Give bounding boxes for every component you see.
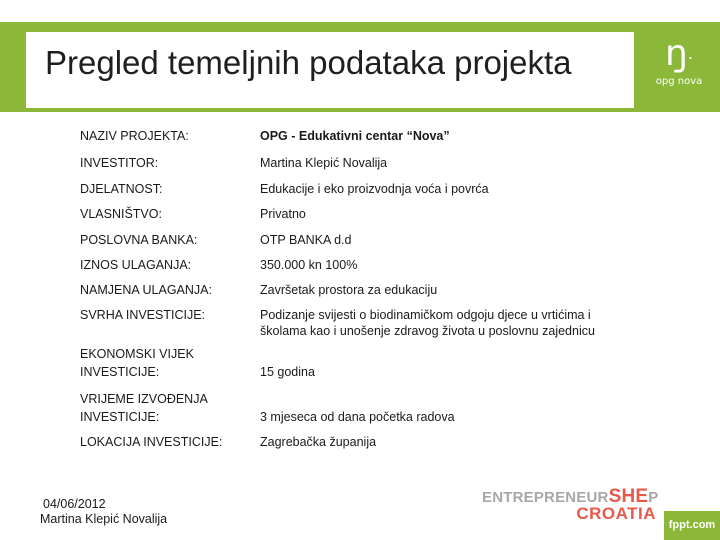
value-svrha-line1: Podizanje svijesti o biodinamičkom odgoju djece u vrtićima i bbox=[260, 308, 591, 322]
label-vlasnistvo: VLASNIŠTVO: bbox=[80, 207, 162, 221]
label-investitor: INVESTITOR: bbox=[80, 156, 159, 170]
value-investitor: Martina Klepić Novalija bbox=[260, 156, 388, 170]
logo-mark-icon: ŋ. bbox=[665, 33, 693, 74]
entrepreneurship-croatia-logo bbox=[482, 486, 660, 532]
label-svrha: SVRHA INVESTICIJE: bbox=[80, 308, 206, 322]
value-naziv: OPG - Edukativni centar “Nova” bbox=[260, 129, 450, 143]
opg-nova-logo bbox=[646, 32, 712, 104]
label-banka: POSLOVNA BANKA: bbox=[80, 233, 198, 247]
footer-date: 04/06/2012 bbox=[43, 497, 106, 511]
value-lokacija: Zagrebačka županija bbox=[260, 435, 377, 449]
footer bbox=[40, 497, 167, 527]
brand-line2: CROATIA bbox=[576, 504, 656, 523]
label-lokacija: LOKACIJA INVESTICIJE: bbox=[80, 435, 223, 449]
logo-text: opg nova bbox=[655, 76, 703, 87]
label-djelatnost: DJELATNOST: bbox=[80, 182, 163, 196]
label-vrijeme-line1: VRIJEME IZVOĐENJA bbox=[80, 392, 208, 406]
slide-title: Pregled temeljnih podataka projekta bbox=[45, 44, 572, 81]
value-iznos: 350.000 kn 100% bbox=[260, 258, 358, 272]
value-namjena: Završetak prostora za edukaciju bbox=[260, 283, 438, 297]
value-banka: OTP BANKA d.d bbox=[260, 233, 352, 247]
value-vrijeme: 3 mjeseca od dana početka radova bbox=[260, 410, 455, 424]
fppt-badge: fppt.com bbox=[664, 511, 720, 540]
value-vijek: 15 godina bbox=[260, 365, 315, 379]
value-djelatnost: Edukacije i eko proizvodnja voća i povrća bbox=[260, 182, 489, 196]
label-vijek-line2: INVESTICIJE: bbox=[80, 365, 160, 379]
brand-line1: ENTREPRENEURSHEP bbox=[482, 486, 659, 507]
value-vlasnistvo: Privatno bbox=[260, 207, 306, 221]
label-vijek-line1: EKONOMSKI VIJEK bbox=[80, 347, 194, 361]
footer-author: Martina Klepić Novalija bbox=[40, 512, 168, 526]
label-naziv: NAZIV PROJEKTA: bbox=[80, 129, 189, 143]
label-namjena: NAMJENA ULAGANJA: bbox=[80, 283, 212, 297]
label-iznos: IZNOS ULAGANJA: bbox=[80, 258, 192, 272]
label-vrijeme-line2: INVESTICIJE: bbox=[80, 410, 160, 424]
value-svrha-line2: školama kao i unošenje zdravog života u poslovnu zajednicu bbox=[260, 324, 595, 338]
